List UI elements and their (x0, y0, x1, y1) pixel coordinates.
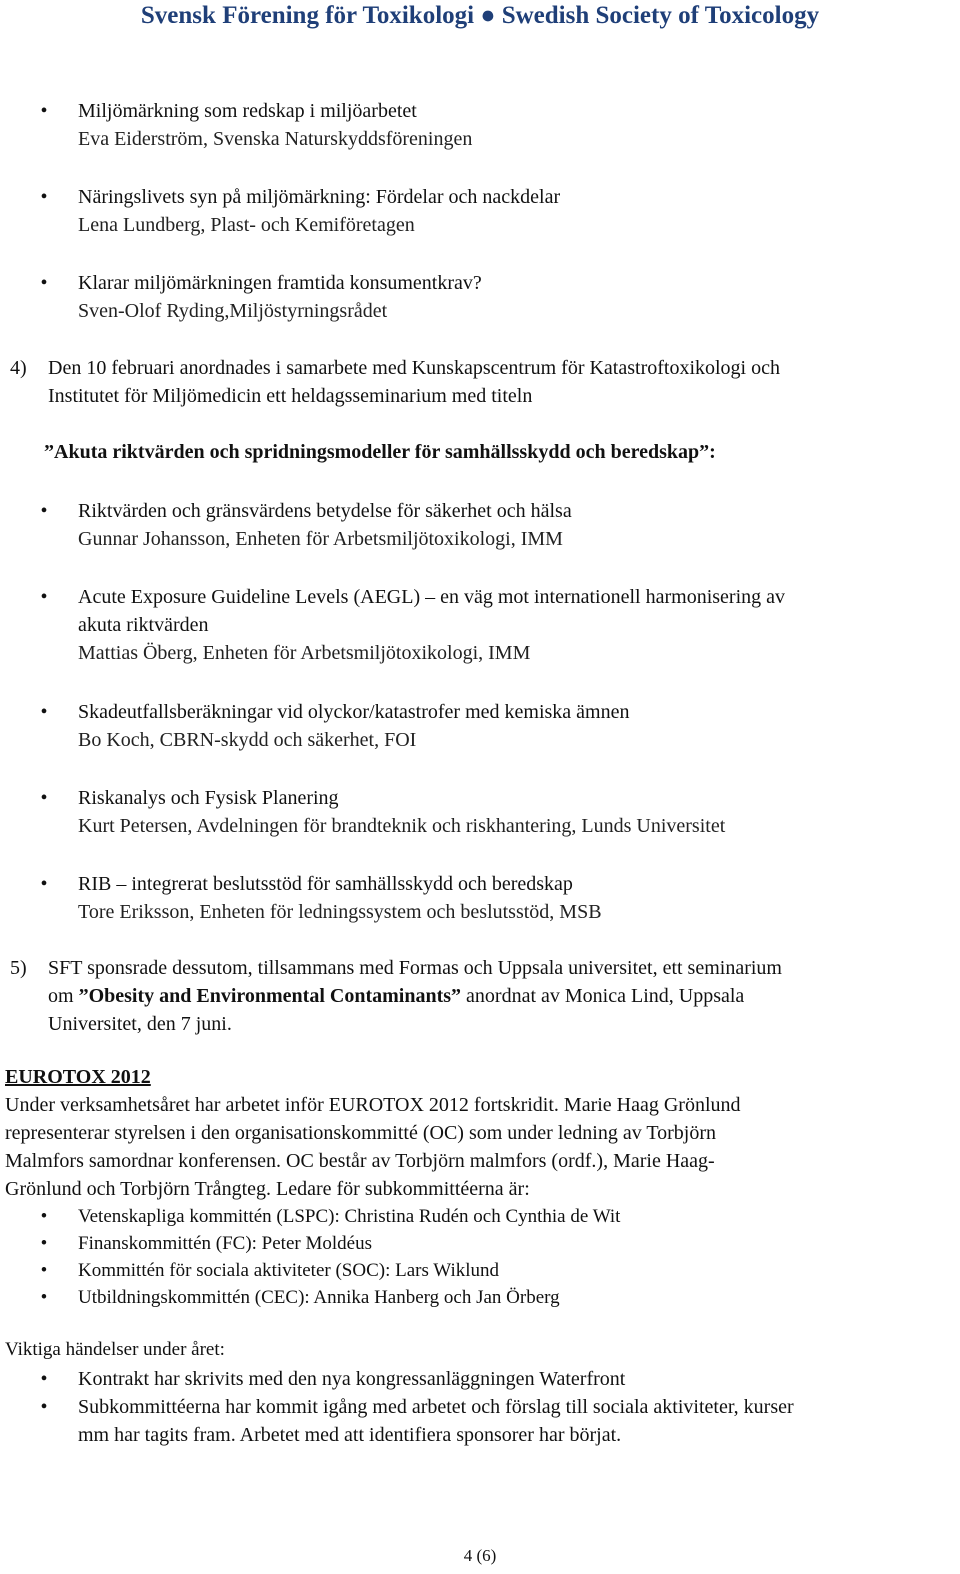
bullet-icon: • (40, 186, 48, 208)
item-line: Institutet för Miljömedicin ett heldagsseminarium med titeln (48, 385, 533, 407)
eurotox-paragraph: Under verksamhetsåret har arbetet inför EUROTOX 2012 fortskridit. Marie Haag Grönlund representerar styrelsen i den organisationskommitté (OC) som under ledning av Torbjörn Malmfors samordnar konferensen. OC består av Torbjörn malmfors (ordf.), Marie Haag- Grönlund och Torbjörn Trångteg. Ledare för subkommittéerna är: (5, 1094, 741, 1200)
bullet-icon: • (40, 1287, 48, 1308)
events-list (0, 1365, 960, 1449)
talk-speaker: Sven-Olof Ryding,Miljöstyrningsrådet (78, 300, 388, 322)
talk-speaker: Lena Lundberg, Plast- och Kemiföretagen (78, 214, 415, 236)
talk-speaker: Eva Eiderström, Svenska Naturskyddsföreningen (78, 128, 473, 150)
list-item: Utbildningskommittén (CEC): Annika Hanberg och Jan Örberg (78, 1287, 560, 1308)
item-line: Den 10 februari anordnades i samarbete med Kunskapscentrum för Katastroftoxikologi och (48, 357, 780, 379)
item-number: 5) (10, 957, 27, 979)
bullet-item (0, 269, 960, 325)
events-label: Viktiga händelser under året: (5, 1339, 225, 1360)
talk-title: Miljömärkning som redskap i miljöarbetet (78, 100, 417, 122)
page-header: Svensk Förening för Toxikologi ● Swedish Society of Toxicology (140, 2, 820, 29)
talk-title: Acute Exposure Guideline Levels (AEGL) – en väg mot internationell harmonisering av (78, 586, 786, 608)
numbered-item-4 (0, 354, 960, 410)
talk-speaker: Kurt Petersen, Avdelningen för brandteknik och riskhantering, Lunds Universitet (78, 815, 726, 837)
talk-title: Klarar miljömärkningen framtida konsumentkrav? (78, 272, 482, 294)
list-item: Subkommittéerna har kommit igång med arbetet och förslag till sociala aktiviteter, kurser (78, 1396, 794, 1418)
talk-speaker: Gunnar Johansson, Enheten för Arbetsmiljötoxikologi, IMM (78, 528, 563, 550)
bullet-icon: • (40, 100, 48, 122)
bullet-item (0, 497, 960, 553)
talk-title: Riktvärden och gränsvärdens betydelse för säkerhet och hälsa (78, 500, 572, 522)
talk-title: RIB – integrerat beslutsstöd för samhällsskydd och beredskap (78, 873, 573, 895)
talk-speaker: Bo Koch, CBRN-skydd och säkerhet, FOI (78, 729, 417, 751)
numbered-item-5 (0, 954, 960, 1038)
bullet-icon: • (40, 1260, 48, 1281)
bullet-icon: • (40, 586, 48, 608)
bullet-icon: • (40, 873, 48, 895)
talk-title: Riskanalys och Fysisk Planering (78, 787, 339, 809)
talk-speaker: Mattias Öberg, Enheten för Arbetsmiljötoxikologi, IMM (78, 642, 531, 664)
item-line: Universitet, den 7 juni. (48, 1013, 232, 1035)
seminar-title: ”Akuta riktvärden och spridningsmodeller för samhällsskydd och beredskap”: (44, 441, 716, 463)
list-item: Vetenskapliga kommittén (LSPC): Christina Rudén och Cynthia de Wit (78, 1206, 621, 1227)
bullet-item (0, 97, 960, 153)
bullet-item (0, 870, 960, 926)
bullet-icon: • (40, 272, 48, 294)
talk-speaker: Tore Eriksson, Enheten för ledningssystem och beslutsstöd, MSB (78, 901, 602, 923)
bullet-item (0, 784, 960, 840)
bullet-icon: • (40, 1396, 48, 1418)
item-line: om ”Obesity and Environmental Contaminants” anordnat av Monica Lind, Uppsala (48, 985, 745, 1007)
bullet-item (0, 183, 960, 239)
bullet-icon: • (40, 1368, 48, 1390)
bullet-icon: • (40, 1206, 48, 1227)
talk-title: Skadeutfallsberäkningar vid olyckor/katastrofer med kemiska ämnen (78, 701, 630, 723)
section-heading: EUROTOX 2012 (5, 1066, 151, 1088)
bullet-icon: • (40, 787, 48, 809)
bullet-icon: • (40, 500, 48, 522)
seminar-name: ”Obesity and Environmental Contaminants” (78, 985, 462, 1007)
bullet-item (0, 583, 960, 667)
talk-title-cont: akuta riktvärden (78, 614, 209, 636)
list-item: Kommittén för sociala aktiviteter (SOC): Lars Wiklund (78, 1260, 500, 1281)
list-item: Kontrakt har skrivits med den nya kongressanläggningen Waterfront (78, 1368, 626, 1390)
list-item: Finanskommittén (FC): Peter Moldéus (78, 1233, 372, 1254)
bullet-icon: • (40, 1233, 48, 1254)
committee-list (0, 1203, 960, 1311)
bullet-item (0, 698, 960, 754)
talk-title: Näringslivets syn på miljömärkning: Fördelar och nackdelar (78, 186, 561, 208)
bullet-icon: • (40, 701, 48, 723)
page-number: 4 (6) (463, 1546, 497, 1565)
item-line: SFT sponsrade dessutom, tillsammans med Formas och Uppsala universitet, ett seminarium (48, 957, 782, 979)
list-item-cont: mm har tagits fram. Arbetet med att identifiera sponsorer har börjat. (78, 1424, 622, 1446)
item-number: 4) (10, 357, 27, 379)
